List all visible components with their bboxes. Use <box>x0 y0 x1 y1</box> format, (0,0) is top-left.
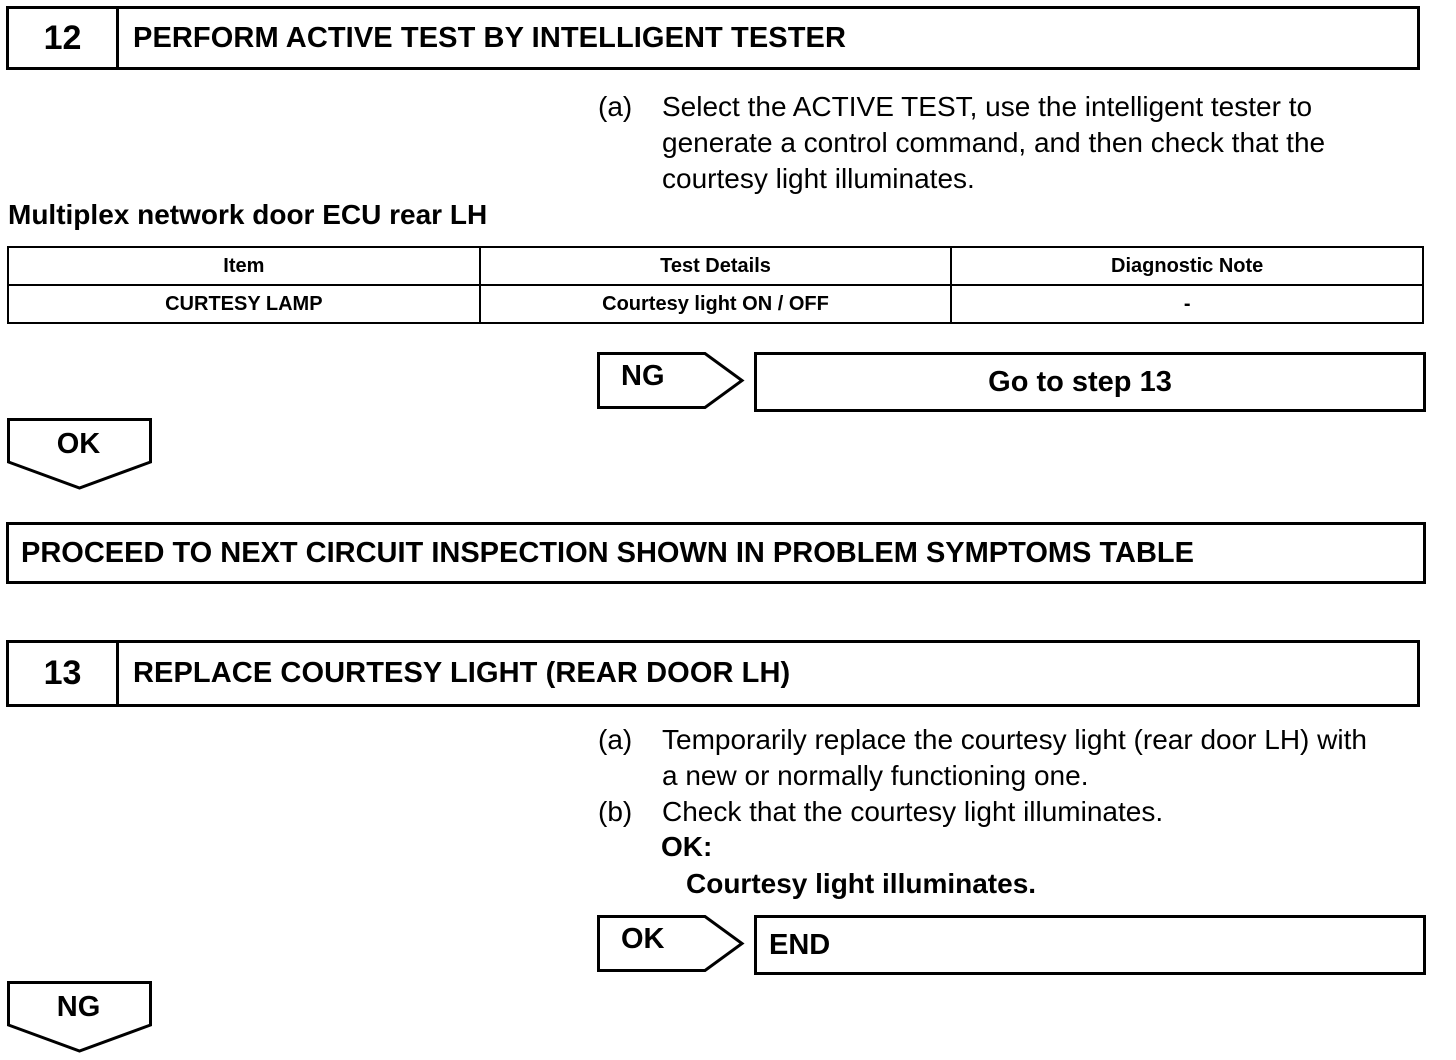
table-cell: Courtesy light ON / OFF <box>480 285 952 323</box>
proceed-box: PROCEED TO NEXT CIRCUIT INSPECTION SHOWN IN PROBLEM SYMPTOMS TABLE <box>6 522 1426 584</box>
instruction-label: (a) <box>598 724 633 755</box>
instruction-text <box>662 722 1456 794</box>
step-title: REPLACE COURTESY LIGHT (REAR DOOR LH) <box>133 657 791 689</box>
instruction-line: courtesy light illuminates. <box>662 163 975 194</box>
table-subheading: Multiplex network door ECU rear LH <box>8 199 488 230</box>
step-number: 12 <box>9 9 119 67</box>
ng-down-arrow <box>7 981 152 1053</box>
step-13-instruction-a <box>598 722 1428 794</box>
table-row <box>8 285 1423 323</box>
instruction-label: (a) <box>598 91 633 122</box>
column-header: Test Details <box>480 247 952 285</box>
right-arrow-icon <box>597 352 745 410</box>
instruction-line: Temporarily replace the courtesy light (rear door LH) with <box>662 724 1367 755</box>
instruction-text <box>662 794 1402 830</box>
ok-condition: Courtesy light illuminates. <box>686 868 1037 899</box>
ng-label: NG <box>56 991 101 1023</box>
ng-right-arrow <box>597 352 745 410</box>
instruction-label: (b) <box>598 796 633 827</box>
ok-label: OK <box>621 923 665 955</box>
instruction-line: a new or normally functioning one. <box>662 760 1089 791</box>
end-box: END <box>754 915 1426 975</box>
step-12-instruction <box>598 89 1428 199</box>
instruction-text <box>662 89 1402 197</box>
ng-label: NG <box>621 360 665 392</box>
ok-right-arrow <box>597 915 745 973</box>
instruction-line: generate a control command, and then check that the <box>662 127 1326 158</box>
table-cell: CURTESY LAMP <box>8 285 480 323</box>
step-13-header <box>6 640 1420 707</box>
column-header: Item <box>8 247 480 285</box>
ok-label: OK <box>56 428 101 460</box>
go-to-step-13-box: Go to step 13 <box>754 352 1426 412</box>
right-arrow-icon <box>597 915 745 973</box>
table-header-row <box>8 247 1423 285</box>
step-number: 13 <box>9 643 119 704</box>
instruction-line: Check that the courtesy light illuminates. <box>662 796 1164 827</box>
instruction-line: Select the ACTIVE TEST, use the intelligent tester to <box>662 91 1313 122</box>
step-title: PERFORM ACTIVE TEST BY INTELLIGENT TESTER <box>133 21 847 54</box>
step-13-instruction-b <box>598 794 1428 830</box>
ok-down-arrow <box>7 418 152 490</box>
step-12-header <box>6 6 1420 70</box>
table-cell: - <box>951 285 1423 323</box>
ok-heading: OK: <box>661 831 713 862</box>
column-header: Diagnostic Note <box>951 247 1423 285</box>
active-test-table <box>7 246 1424 324</box>
